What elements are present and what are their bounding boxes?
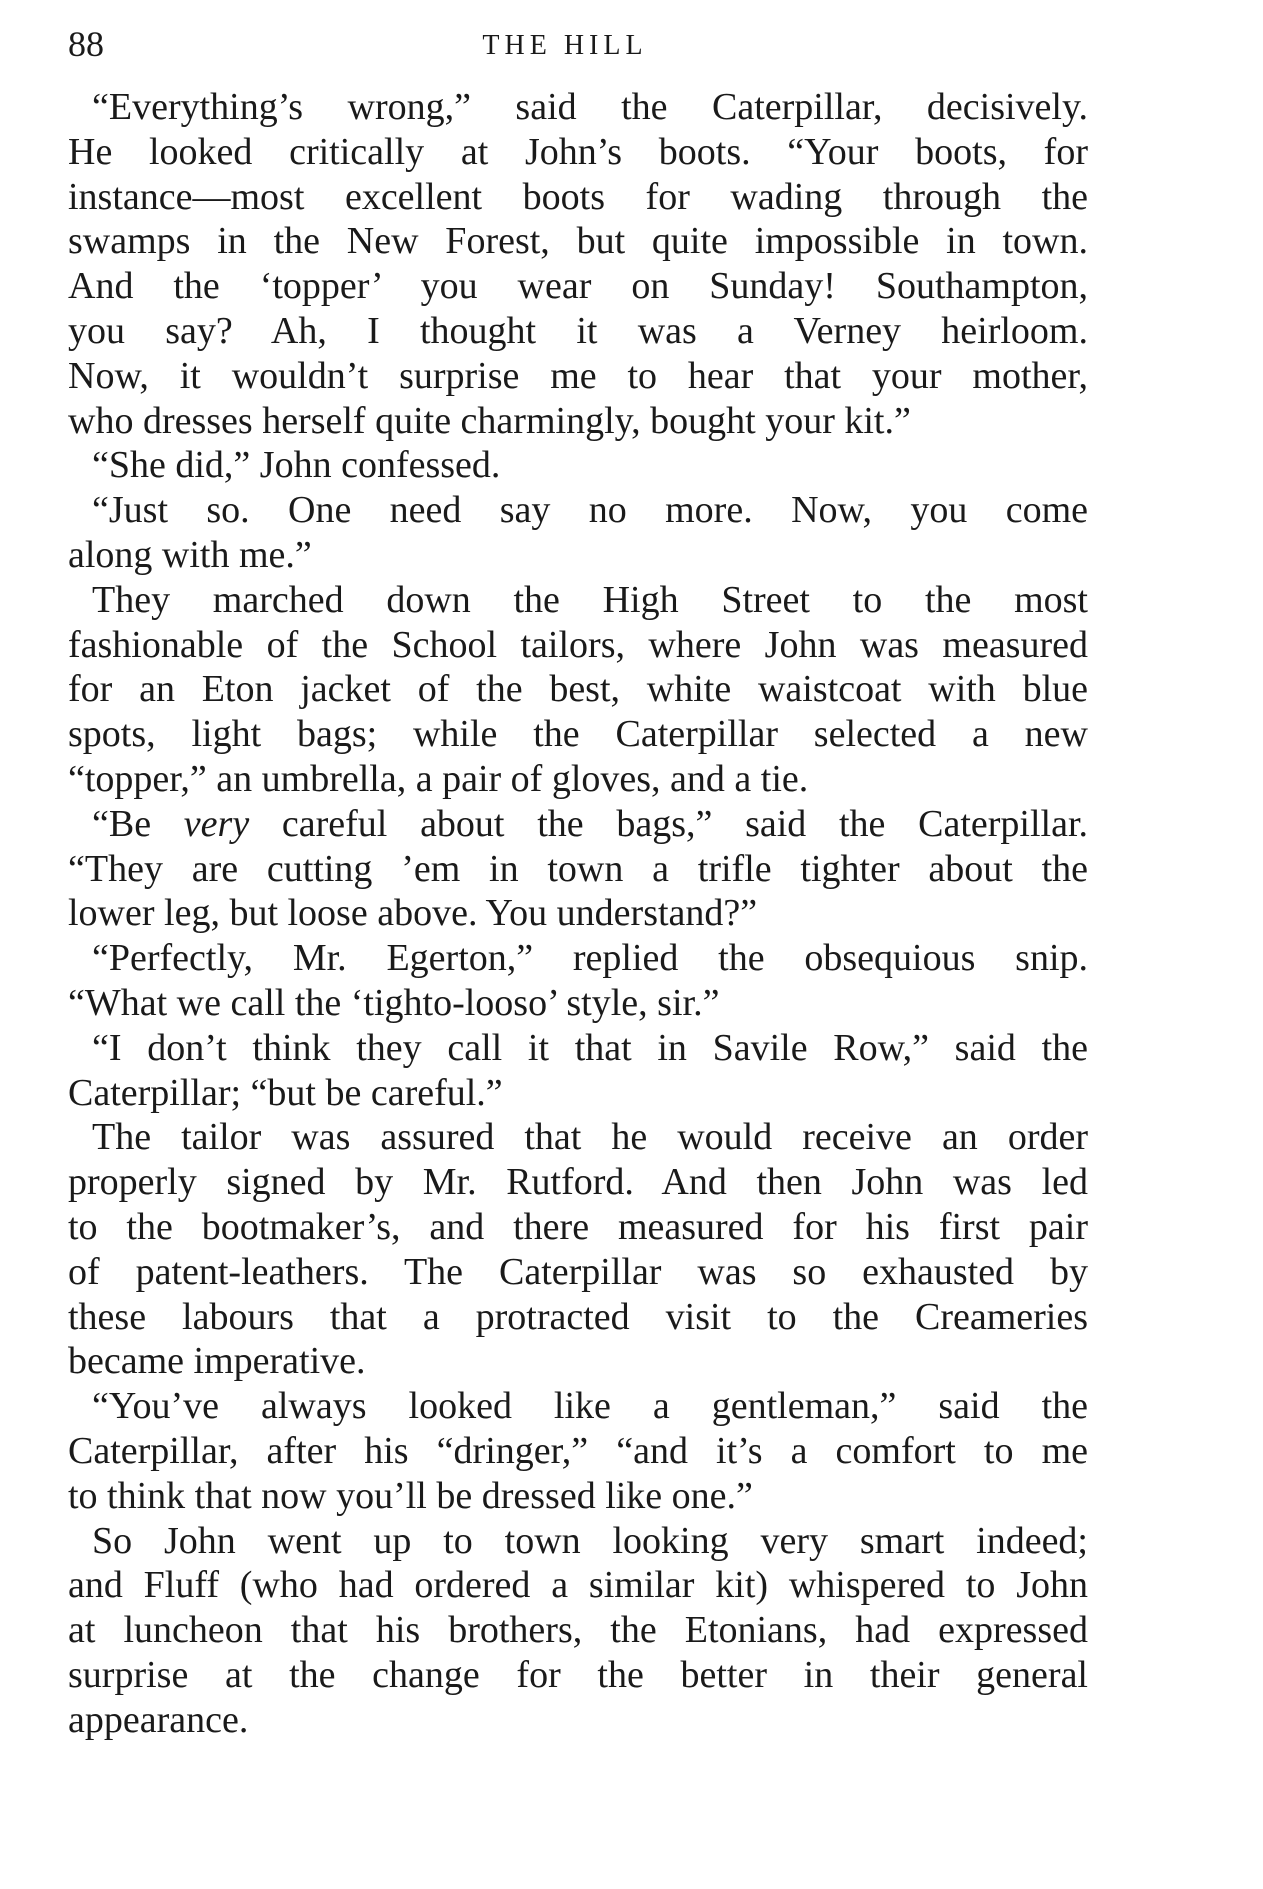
text-line: instance—most excellent boots for wading through the <box>68 175 1088 218</box>
text-line: Now, it wouldn’t surprise me to hear that your mother, <box>68 354 1088 397</box>
text-line: “They are cutting ’em in town a trifle tighter about the <box>68 847 1088 890</box>
italic-emphasis: very <box>183 802 250 845</box>
text-line: spots, light bags; while the Caterpillar selected a new <box>68 713 1088 756</box>
text-segment: “Be <box>92 802 184 845</box>
text-segment: careful about the bags,” said the Caterpillar. <box>249 802 1088 845</box>
text-line: became imperative. <box>68 1340 366 1383</box>
text-line: you say? Ah, I thought it was a Verney heirloom. <box>68 309 1088 352</box>
text-line: lower leg, but loose above. You understand?” <box>68 892 758 935</box>
text-line: along with me.” <box>68 533 312 576</box>
text-line <box>68 802 1088 847</box>
text-line: “Everything’s wrong,” said the Caterpillar, decisively. <box>92 86 1088 128</box>
text-line: “I don’t think they call it that in Savile Row,” said the <box>92 1026 1088 1069</box>
text-line: surprise at the change for the better in their general <box>68 1653 1088 1696</box>
text-line: So John went up to town looking very smart indeed; <box>92 1519 1088 1562</box>
text-line: properly signed by Mr. Rutford. And then John was led <box>68 1161 1088 1204</box>
text-line: Caterpillar, after his “dringer,” “and it’s a comfort to me <box>68 1429 1088 1472</box>
text-line: swamps in the New Forest, but quite impossible in town. <box>68 220 1088 263</box>
text-line: appearance. <box>68 1698 249 1741</box>
text-line: these labours that a protracted visit to the Creameries <box>68 1295 1088 1338</box>
text-line: They marched down the High Street to the most <box>92 578 1088 621</box>
text-line: “topper,” an umbrella, a pair of gloves, and a tie. <box>68 757 809 800</box>
text-line: “Perfectly, Mr. Egerton,” replied the obsequious snip. <box>92 937 1088 980</box>
text-line: “Just so. One need say no more. Now, you come <box>92 489 1088 532</box>
text-line: for an Eton jacket of the best, white waistcoat with blue <box>68 668 1088 711</box>
text-line: of patent-leathers. The Caterpillar was so exhausted by <box>68 1250 1088 1293</box>
running-title: THE HILL <box>482 30 648 61</box>
text-line: And the ‘topper’ you wear on Sunday! Southampton, <box>68 265 1088 308</box>
text-line: who dresses herself quite charmingly, bought your kit.” <box>68 399 911 442</box>
text-line: to think that now you’ll be dressed like one.” <box>68 1474 753 1517</box>
text-line: The tailor was assured that he would receive an order <box>92 1116 1088 1159</box>
text-line: “She did,” John confessed. <box>92 444 501 487</box>
text-line: at luncheon that his brothers, the Etonians, had expressed <box>68 1609 1088 1652</box>
text-line: Caterpillar; “but be careful.” <box>68 1071 503 1114</box>
text-line: fashionable of the School tailors, where John was measured <box>68 623 1088 666</box>
text-line: and Fluff (who had ordered a similar kit) whispered to John <box>68 1564 1088 1607</box>
text-line: to the bootmaker’s, and there measured for his first pair <box>68 1205 1088 1248</box>
text-line: “You’ve always looked like a gentleman,” said the <box>92 1385 1088 1428</box>
body-text <box>68 85 1088 1742</box>
text-line: “What we call the ‘tighto-looso’ style, sir.” <box>68 981 720 1024</box>
text-line: He looked critically at John’s boots. “Your boots, for <box>68 130 1088 173</box>
page-number: 88 <box>68 24 104 64</box>
